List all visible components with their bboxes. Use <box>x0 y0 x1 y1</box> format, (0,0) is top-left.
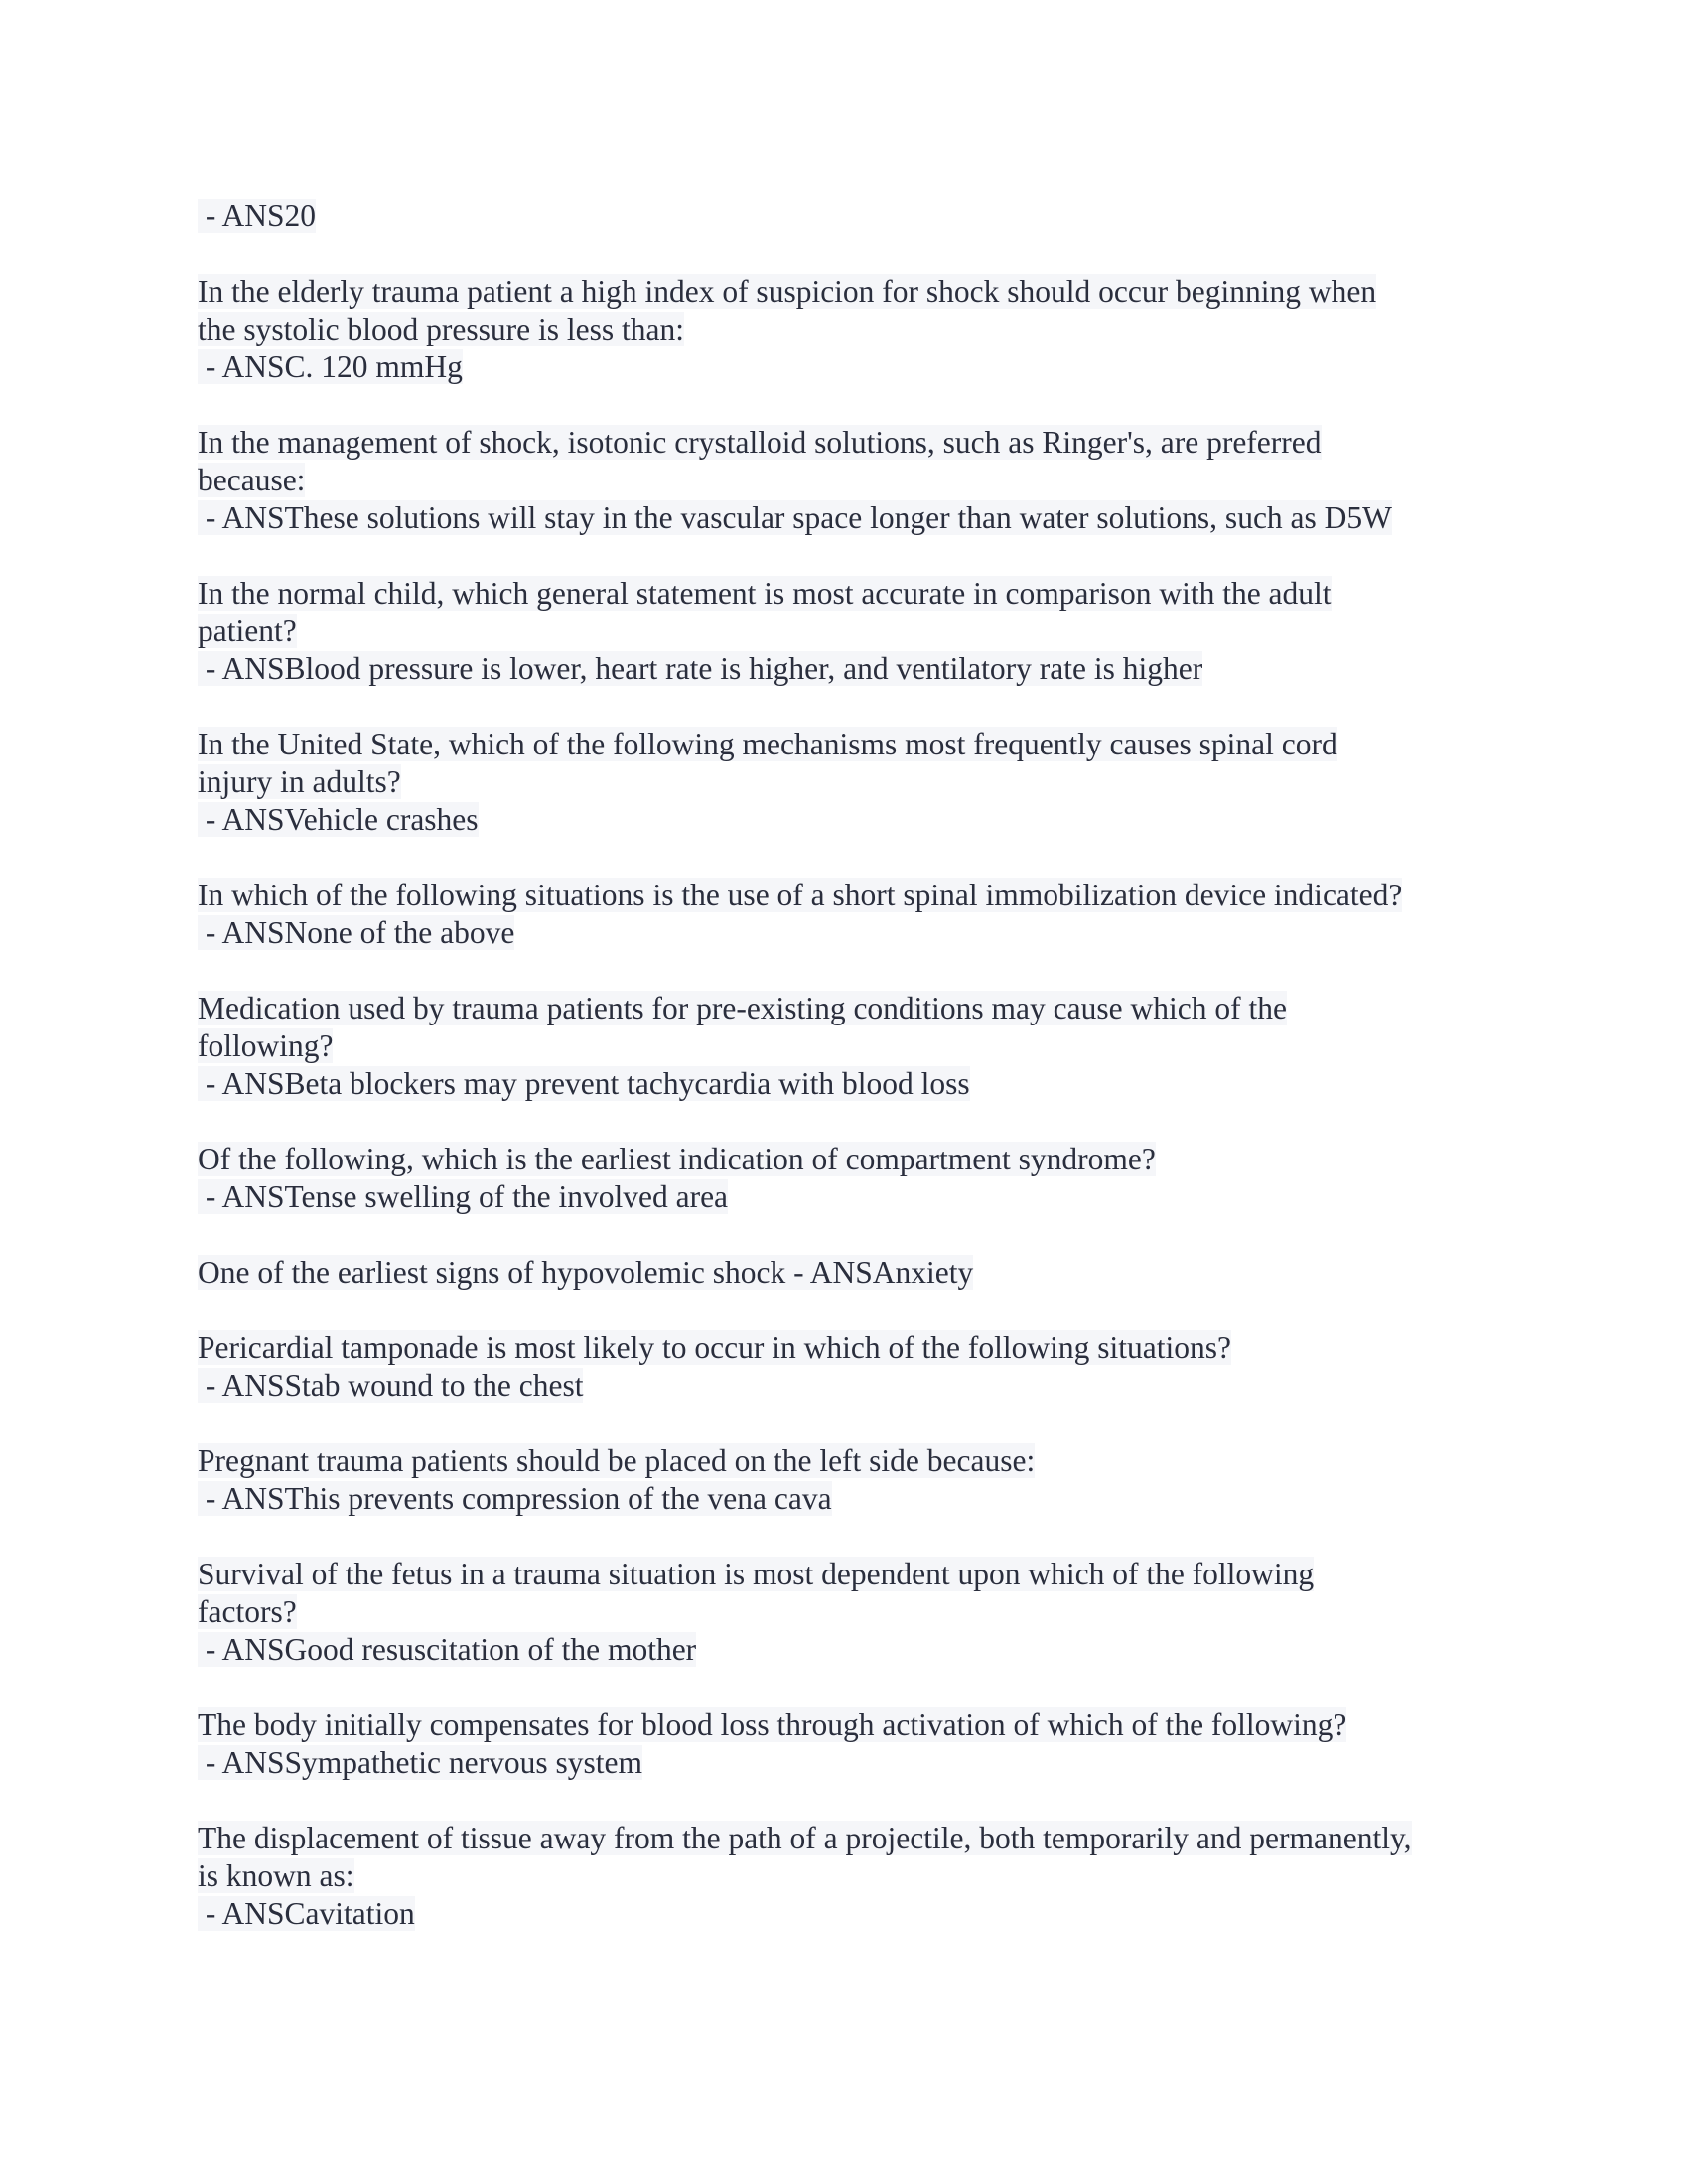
qa-block-0 <box>198 198 1508 235</box>
qa-block-8 <box>198 1254 1508 1292</box>
question-line: In the United State, which of the following mechanisms most frequently causes spinal cord <box>198 727 1337 761</box>
answer-line: - ANSBlood pressure is lower, heart rate is higher, and ventilatory rate is higher <box>198 651 1203 686</box>
answer-line: - ANSVehicle crashes <box>198 802 479 837</box>
answer-line: - ANSTense swelling of the involved area <box>198 1179 729 1214</box>
answer-line: - ANSSympathetic nervous system <box>198 1745 642 1780</box>
answer-line: - ANSThese solutions will stay in the vascular space longer than water solutions, such as D5W <box>198 500 1392 535</box>
qa-block-1 <box>198 273 1508 386</box>
qa-block-10 <box>198 1442 1508 1518</box>
answer-line: - ANSC. 120 mmHg <box>198 349 463 384</box>
qa-block-11 <box>198 1556 1508 1669</box>
question-line: injury in adults? <box>198 764 401 799</box>
question-answer-line: One of the earliest signs of hypovolemic shock - ANSAnxiety <box>198 1255 974 1290</box>
answer-line: - ANSThis prevents compression of the vena cava <box>198 1481 832 1516</box>
answer-line: - ANSNone of the above <box>198 915 515 950</box>
question-line: Medication used by trauma patients for pre-existing conditions may cause which of the <box>198 991 1287 1025</box>
answer-line: - ANSGood resuscitation of the mother <box>198 1632 697 1667</box>
question-line: is known as: <box>198 1858 354 1893</box>
qa-block-7 <box>198 1141 1508 1216</box>
question-line: In which of the following situations is the use of a short spinal immobilization device indicated? <box>198 878 1403 912</box>
question-line: In the management of shock, isotonic crystalloid solutions, such as Ringer's, are preferred <box>198 425 1322 460</box>
question-line: The body initially compensates for blood loss through activation of which of the following? <box>198 1707 1347 1742</box>
question-line: Pregnant trauma patients should be placed on the left side because: <box>198 1443 1036 1478</box>
question-line: factors? <box>198 1594 297 1629</box>
question-line: Pericardial tamponade is most likely to occur in which of the following situations? <box>198 1330 1232 1365</box>
answer-line: - ANSStab wound to the chest <box>198 1368 584 1403</box>
question-line: In the normal child, which general statement is most accurate in comparison with the adult <box>198 576 1332 611</box>
document-page <box>198 198 1508 1971</box>
question-line: In the elderly trauma patient a high index of suspicion for shock should occur beginning when <box>198 274 1377 309</box>
question-line: Of the following, which is the earliest indication of compartment syndrome? <box>198 1142 1156 1176</box>
qa-block-9 <box>198 1329 1508 1405</box>
qa-block-5 <box>198 877 1508 952</box>
answer-line: - ANSBeta blockers may prevent tachycardia with blood loss <box>198 1066 970 1101</box>
qa-block-3 <box>198 575 1508 688</box>
question-line: the systolic blood pressure is less than: <box>198 312 684 346</box>
answer-line: - ANSCavitation <box>198 1896 415 1931</box>
question-line: following? <box>198 1028 334 1063</box>
question-line: The displacement of tissue away from the path of a projectile, both temporarily and permanently, <box>198 1821 1412 1855</box>
qa-block-2 <box>198 424 1508 537</box>
question-line: patient? <box>198 614 297 648</box>
question-line: Survival of the fetus in a trauma situation is most dependent upon which of the following <box>198 1557 1315 1591</box>
qa-block-12 <box>198 1706 1508 1782</box>
qa-block-4 <box>198 726 1508 839</box>
qa-block-6 <box>198 990 1508 1103</box>
question-line: because: <box>198 463 306 497</box>
qa-block-13 <box>198 1820 1508 1933</box>
answer-line: - ANS20 <box>198 199 317 233</box>
